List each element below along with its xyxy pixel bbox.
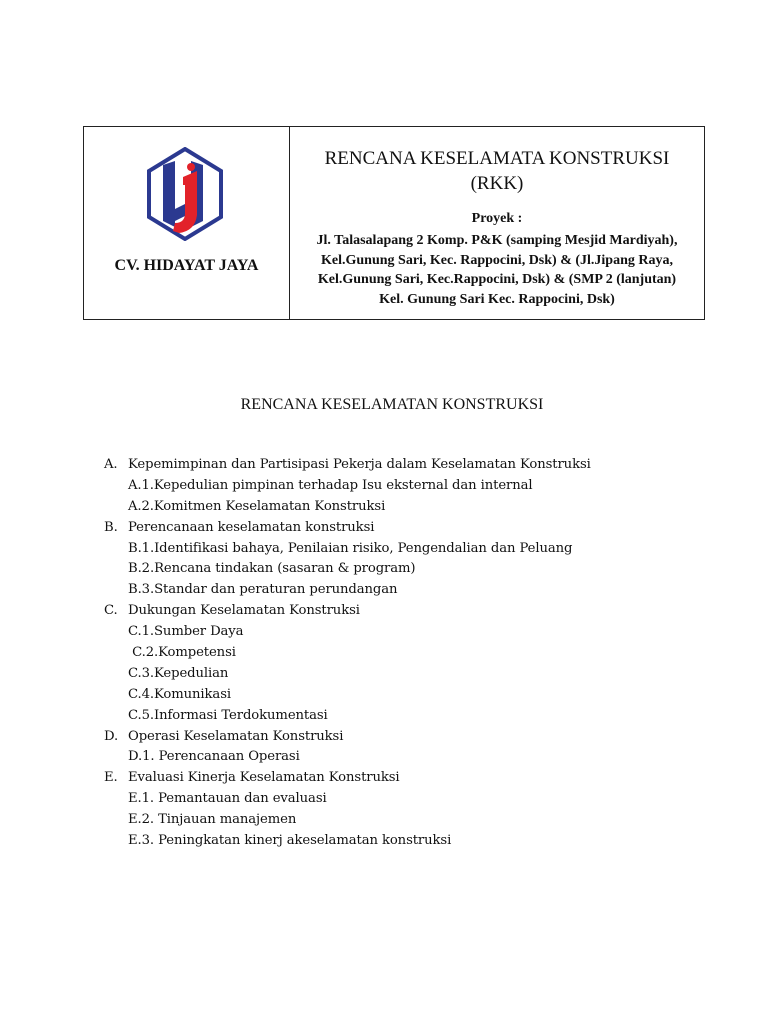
section-title: Operasi Keselamatan Konstruksi <box>128 728 344 744</box>
section-letter: A. <box>104 457 118 472</box>
company-name: CV. HIDAYAT JAYA <box>114 257 259 274</box>
outline-section <box>104 518 591 539</box>
outline-item: E.1. Pemantauan dan evaluasi <box>128 791 327 807</box>
section-letter: E. <box>104 770 118 786</box>
outline-item: C.1.Sumber Daya <box>128 624 244 640</box>
outline-item: D.1. Perencanaan Operasi <box>128 749 300 765</box>
outline-item: E.3. Peningkatan kinerj akeselamatan konstruksi <box>128 833 452 849</box>
outline-item: C.3.Kepedulian <box>128 665 229 681</box>
main-heading: RENCANA KESELAMATAN KONSTRUKSI <box>240 396 544 413</box>
company-cell <box>84 127 290 319</box>
project-address-line: Kel. Gunung Sari Kec. Rappocini, Dsk) <box>379 291 615 307</box>
outline-item: A.1.Kepedulian pimpinan terhadap Isu eksternal dan internal <box>128 477 533 493</box>
outline-section <box>104 768 591 789</box>
project-address-line: Kel.Gunung Sari, Kec.Rappocini, Dsk) & (SMP 2 (lanjutan) <box>317 272 677 287</box>
project-address-line: Jl. Talasalapang 2 Komp. P&K (samping Mesjid Mardiyah), <box>316 233 678 248</box>
outline-item: A.2.Komitmen Keselamatan Konstruksi <box>128 498 386 514</box>
header-table <box>83 126 705 320</box>
section-title: Perencanaan keselamatan konstruksi <box>128 519 375 535</box>
outline-item: C.5.Informasi Terdokumentasi <box>128 707 328 723</box>
outline-item: B.2.Rencana tindakan (sasaran & program) <box>128 561 416 577</box>
project-address <box>290 231 704 309</box>
project-address-line: Kel.Gunung Sari, Kec. Rappocini, Dsk) & (Jl.Jipang Raya, <box>321 252 673 268</box>
section-title: Evaluasi Kinerja Keselamatan Konstruksi <box>128 770 400 786</box>
title-cell <box>290 127 704 319</box>
document-title: RENCANA KESELAMATA KONSTRUKSI <box>324 148 670 169</box>
project-label: Proyek : <box>471 211 523 226</box>
outline-item: B.3.Standar dan peraturan perundangan <box>128 582 398 598</box>
outline-item: C.2.Kompetensi <box>128 645 236 661</box>
section-letter: C. <box>104 603 118 619</box>
section-letter: D. <box>104 728 119 744</box>
outline-list <box>104 455 591 852</box>
outline-item: C.4.Komunikasi <box>128 686 231 702</box>
outline-item: B.1.Identifikasi bahaya, Penilaian risiko, Pengendalian dan Peluang <box>128 540 573 556</box>
outline-section <box>104 727 591 748</box>
section-letter: B. <box>104 519 118 535</box>
document-subtitle: (RKK) <box>470 173 524 194</box>
section-title: Kepemimpinan dan Partisipasi Pekerja dalam Keselamatan Konstruksi <box>128 457 591 472</box>
section-title: Dukungan Keselamatan Konstruksi <box>128 603 360 619</box>
outline-section <box>104 455 591 476</box>
outline-section <box>104 601 591 622</box>
hj-monogram-logo-icon <box>147 147 223 241</box>
outline-item: E.2. Tinjauan manajemen <box>128 812 297 828</box>
